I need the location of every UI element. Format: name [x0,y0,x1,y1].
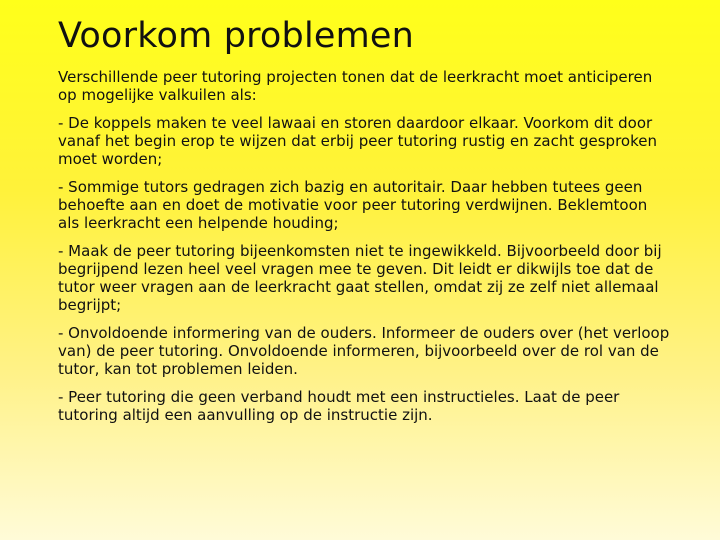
slide-title: Voorkom problemen [58,16,415,56]
intro-paragraph: Verschillende peer tutoring projecten tonen dat de leerkracht moet anticiperen op mogelijke valkuilen als: [58,68,653,104]
pitfall-item-parents: - Onvoldoende informering van de ouders. Informeer de ouders over (het verloop van) de peer tutoring. Onvoldoende informeren, bijvoorbeeld over de rol van de tutor, kan tot problemen leiden. [58,324,670,378]
slide [58,14,670,534]
pitfall-item-bossy-tutors: - Sommige tutors gedragen zich bazig en autoritair. Daar hebben tutees geen behoefte aan en doet de motivatie voor peer tutoring verdwijnen. Beklemtoon als leerkracht een helpende houding; [58,178,648,232]
pitfall-item-instruction: - Peer tutoring die geen verband houdt met een instructieles. Laat de peer tutoring altijd een aanvulling op de instructie zijn. [58,388,620,424]
pitfall-item-complexity: - Maak de peer tutoring bijeenkomsten niet te ingewikkeld. Bijvoorbeeld door bij begrijpend lezen heel veel vragen mee te geven. Dit leidt er dikwijls toe dat de tutor weer vragen aan de leerkracht gaat stellen, omdat zij ze zelf niet allemaal begrijpt; [58,242,662,314]
pitfall-item-noise: - De koppels maken te veel lawaai en storen daardoor elkaar. Voorkom dit door vanaf het begin erop te wijzen dat erbij peer tutoring rustig en zacht gesproken moet worden; [58,114,657,168]
